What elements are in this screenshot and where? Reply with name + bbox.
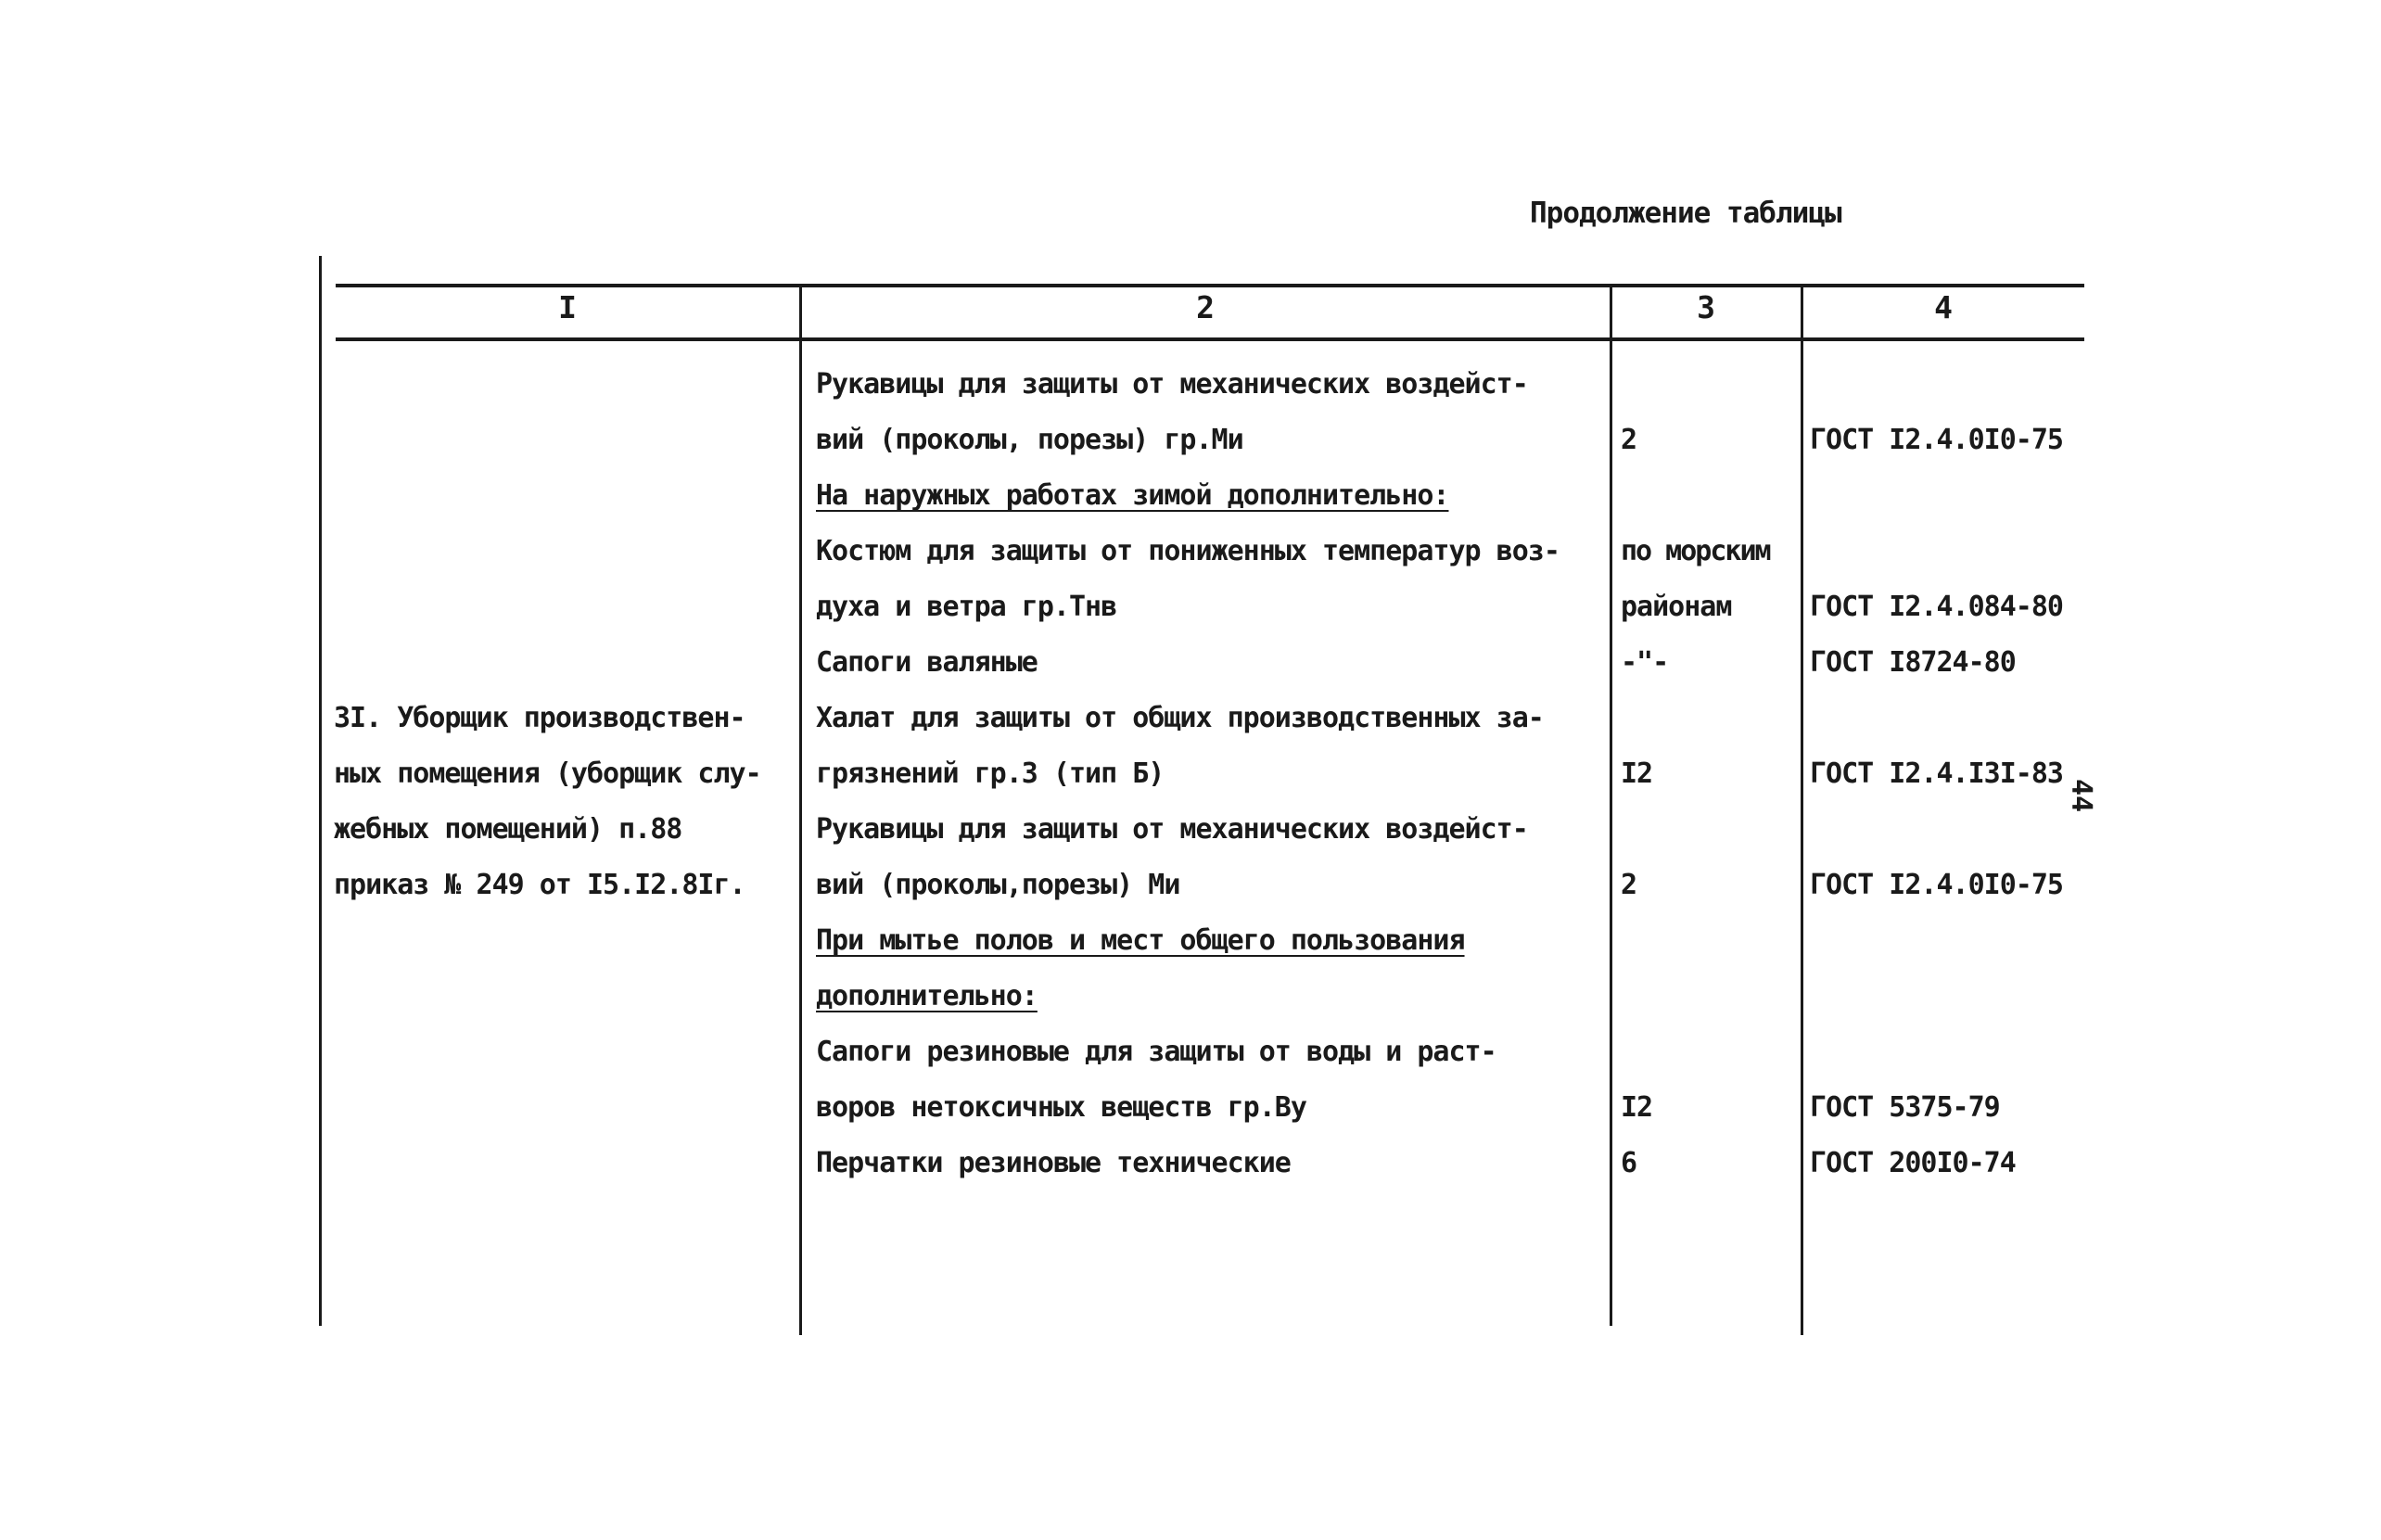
item-quantity-6: -"- (1621, 646, 1669, 679)
item-quantity-8: I2 (1621, 757, 1653, 790)
item-standard-14: ГОСТ 5375-79 (1810, 1091, 2000, 1124)
position-line-2: ных помещения (уборщик слу- (334, 757, 761, 790)
item-line-7: Халат для защиты от общих производственных за- (816, 702, 1544, 734)
section-heading-floor-washing: При мытье полов и мест общего пользования (816, 924, 1465, 957)
item-standard-15: ГОСТ 200I0-74 (1810, 1147, 2016, 1179)
header-bottom-rule (336, 337, 2084, 341)
table-top-rule (336, 284, 2084, 287)
item-standard-5: ГОСТ I2.4.084-80 (1810, 591, 2063, 623)
item-quantity-14: I2 (1621, 1091, 1653, 1124)
section-heading-winter: На наружных работах зимой дополнительно: (816, 479, 1449, 512)
item-standard-10: ГОСТ I2.4.0I0-75 (1810, 869, 2063, 901)
item-standard-8: ГОСТ I2.4.I3I-83 (1810, 757, 2063, 790)
item-line-8: грязнений гр.З (тип Б) (816, 757, 1165, 790)
column-divider-3 (1801, 284, 1803, 1335)
item-line-13: Сапоги резиновые для защиты от воды и раст- (816, 1036, 1496, 1068)
column-header-1: I (558, 289, 577, 325)
item-quantity-10: 2 (1621, 869, 1637, 901)
item-quantity-5: районам (1621, 591, 1732, 623)
item-quantity-4: по морским (1621, 535, 1770, 567)
page-number: 44 (2065, 779, 2097, 813)
item-line-1: Рукавицы для защиты от механических воздейст- (816, 368, 1528, 401)
item-line-2: вий (проколы, порезы) гр.Ми (816, 424, 1243, 456)
column-header-4: 4 (1934, 289, 1953, 325)
item-quantity-2: 2 (1621, 424, 1637, 456)
section-heading-additionally: дополнительно: (816, 980, 1038, 1012)
item-line-5: духа и ветра гр.Тнв (816, 591, 1117, 623)
item-standard-2: ГОСТ I2.4.0I0-75 (1810, 424, 2063, 456)
position-line-4: приказ № 249 от I5.I2.8Iг. (334, 869, 745, 901)
item-line-10: вий (проколы,порезы) Ми (816, 869, 1180, 901)
item-line-15: Перчатки резиновые технические (816, 1147, 1291, 1179)
item-standard-6: ГОСТ I8724-80 (1810, 646, 2016, 679)
table-left-border (319, 256, 322, 1326)
item-line-4: Костюм для защиты от пониженных температур воз- (816, 535, 1560, 567)
item-line-6: Сапоги валяные (816, 646, 1038, 679)
column-divider-1 (799, 284, 802, 1335)
item-line-14: воров нетоксичных веществ гр.Ву (816, 1091, 1306, 1124)
position-line-3: жебных помещений) п.88 (334, 813, 682, 846)
column-header-3: 3 (1697, 289, 1715, 325)
item-line-9: Рукавицы для защиты от механических воздейст- (816, 813, 1528, 846)
position-line-1: 3I. Уборщик производствен- (334, 702, 745, 734)
table-continuation-caption: Продолжение таблицы (1530, 197, 1841, 230)
item-quantity-15: 6 (1621, 1147, 1637, 1179)
column-header-2: 2 (1196, 289, 1215, 325)
column-divider-2 (1610, 284, 1612, 1326)
